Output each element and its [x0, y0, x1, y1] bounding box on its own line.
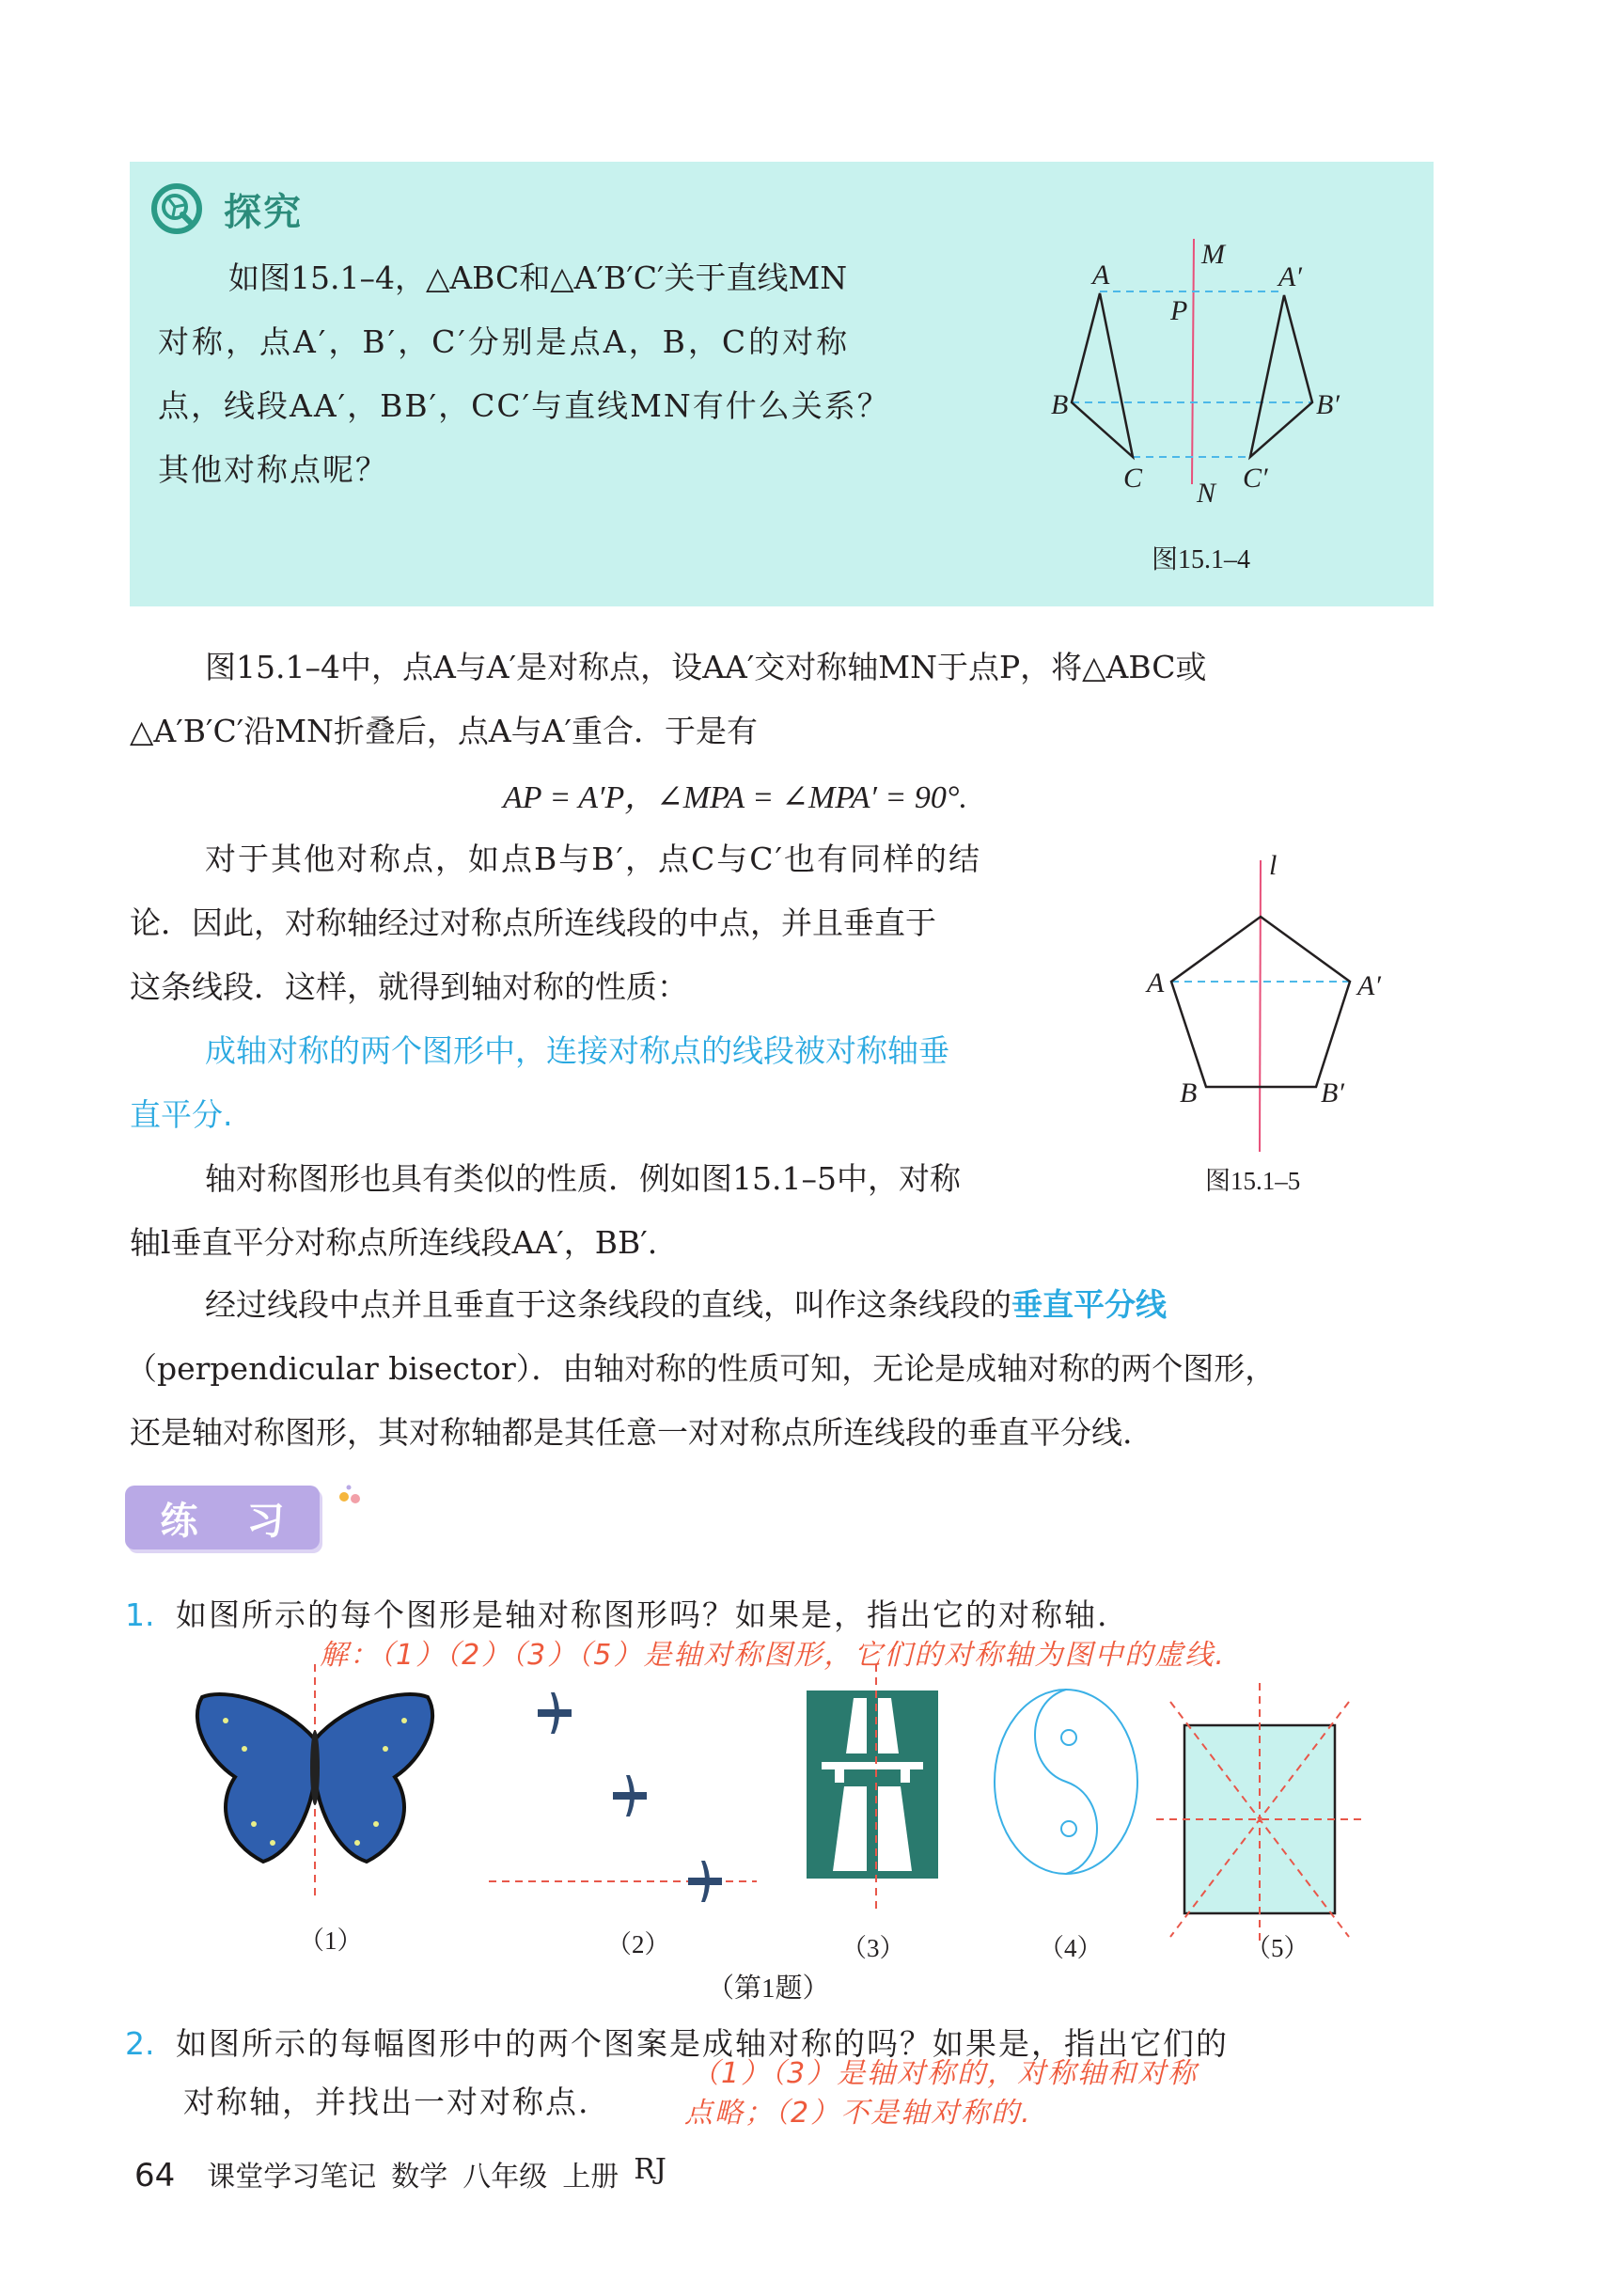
svg-text:A: A	[1092, 259, 1110, 291]
explore-line-1: 如图15.1–4，△ABC和△A′B′C′关于直线MN	[228, 259, 848, 296]
page-footer	[134, 2153, 666, 2194]
svg-text:P: P	[1170, 295, 1188, 326]
question-2-answer-line1: （1）（3）是轴对称的，对称轴和对称	[691, 2057, 1199, 2090]
highway-sign-figure	[807, 1664, 938, 1909]
butterfly-figure	[197, 1664, 432, 1899]
question-1-number: 1.	[125, 1596, 155, 1633]
para4-prefix: 经过线段中点并且垂直于这条线段的直线，叫作这条线段的	[205, 1286, 1011, 1323]
question-2-line1: 如图所示的每幅图形中的两个图案是成轴对称的吗？如果是，指出它们的	[176, 2025, 1229, 2062]
figure-label-4: （4）	[1039, 1934, 1103, 1962]
yin-yang-figure	[995, 1690, 1137, 1874]
explore-line-4: 其他对称点呢？	[158, 451, 388, 488]
para4-line1	[205, 1281, 1167, 1325]
footer-grade: 八年级	[462, 2161, 548, 2194]
para2-line1: 对于其他对称点，如点B与B′，点C与C′也有同样的结	[205, 841, 981, 877]
explore-line-3: 点，线段AA′，BB′，CC′与直线MN有什么关系？	[158, 387, 890, 424]
question-2-number: 2.	[125, 2025, 155, 2062]
airplanes-figure	[489, 1692, 757, 1946]
svg-text:B′: B′	[1316, 389, 1340, 420]
svg-text:B: B	[1051, 389, 1069, 420]
explore-line-2: 对称，点A′，B′，C′分别是点A，B，C的对称	[158, 323, 851, 360]
question-1-answer: 解：（1）（2）（3）（5）是轴对称图形，它们的对称轴为图中的虚线.	[320, 1639, 1226, 1672]
question-2-line2: 对称轴，并找出一对对称点.	[183, 2084, 590, 2120]
svg-text:M: M	[1201, 239, 1225, 270]
figure-caption-15-1-4: 图15.1–4	[1152, 545, 1251, 574]
para4-line3: 还是轴对称图形，其对称轴都是其任意一对对称点所连线段的垂直平分线.	[130, 1414, 1133, 1451]
formula: AP = A′P，∠MPA = ∠MPA′ = 90°.	[503, 780, 967, 815]
question-1-caption: （第1题）	[707, 1974, 830, 2004]
figure-caption-15-1-5: 图15.1–5	[1205, 1167, 1301, 1195]
badge-char-1: 练	[160, 1499, 198, 1543]
figure-label-2: （2）	[606, 1930, 670, 1958]
svg-text:B: B	[1180, 1077, 1198, 1109]
explore-magnifier-icon	[150, 182, 203, 235]
question-1-text: 如图所示的每个图形是轴对称图形吗？如果是，指出它的对称轴.	[176, 1596, 1109, 1633]
svg-text:C′: C′	[1243, 463, 1268, 494]
triangle-A1B1C1	[1250, 295, 1312, 457]
para3-line2: 轴l垂直平分对称点所连线段AA′，BB′.	[130, 1224, 658, 1261]
property-line2: 直平分.	[130, 1096, 233, 1133]
svg-text:B′: B′	[1321, 1077, 1344, 1109]
para2-line3: 这条线段．这样，就得到轴对称的性质：	[130, 968, 688, 1005]
footer-volume: 上册	[562, 2161, 619, 2194]
figure-label-3: （3）	[841, 1934, 905, 1962]
exercise-badge	[125, 1486, 320, 1549]
svg-text:l: l	[1269, 850, 1278, 881]
term-perpendicular-bisector: 垂直平分线	[1011, 1286, 1167, 1323]
figure-label-1: （1）	[299, 1926, 363, 1955]
svg-text:C: C	[1123, 463, 1143, 494]
figure-15-1-5	[1128, 846, 1457, 1241]
badge-char-2: 习	[246, 1499, 285, 1543]
question-1-figures	[169, 1664, 1438, 1946]
svg-text:A: A	[1147, 967, 1165, 999]
explore-title: 探究	[224, 190, 303, 234]
figure-label-5: （5）	[1246, 1934, 1309, 1962]
triangle-ABC	[1072, 293, 1133, 457]
question-2-answer-line2: 点略；（2）不是轴对称的.	[684, 2097, 1032, 2130]
svg-text:A′: A′	[1278, 261, 1302, 292]
para4-line2: （perpendicular bisector）．由轴对称的性质可知，无论是成轴对称的两个图形，	[126, 1350, 1277, 1387]
property-line1: 成轴对称的两个图形中，连接对称点的线段被对称轴垂	[205, 1032, 949, 1069]
para1-line2: △A′B′C′沿MN折叠后，点A与A′重合．于是有	[130, 713, 759, 749]
para1-line1: 图15.1–4中，点A与A′是对称点，设AA′交对称轴MN于点P，将△ABC或	[205, 649, 1207, 685]
axis-l	[1260, 860, 1261, 1152]
footer-book-title: 课堂学习笔记	[207, 2161, 377, 2194]
footer-edition: RJ	[634, 2153, 666, 2186]
para2-line2: 论．因此，对称轴经过对称点所连线段的中点，并且垂直于	[130, 904, 936, 941]
explore-header	[150, 181, 303, 237]
footer-book	[207, 2153, 666, 2194]
svg-text:N: N	[1197, 478, 1216, 509]
svg-text:A′: A′	[1357, 970, 1381, 1001]
para3-line1: 轴对称图形也具有类似的性质．例如图15.1–5中，对称	[205, 1160, 961, 1197]
question-1	[125, 1591, 1109, 1635]
figure-15-1-4	[1034, 207, 1429, 602]
footer-subject: 数学	[391, 2161, 448, 2194]
rectangle-figure	[1156, 1683, 1363, 1946]
page-number: 64	[134, 2157, 176, 2194]
decor-dots-icon	[331, 1484, 368, 1512]
axis-MN	[1192, 239, 1194, 484]
